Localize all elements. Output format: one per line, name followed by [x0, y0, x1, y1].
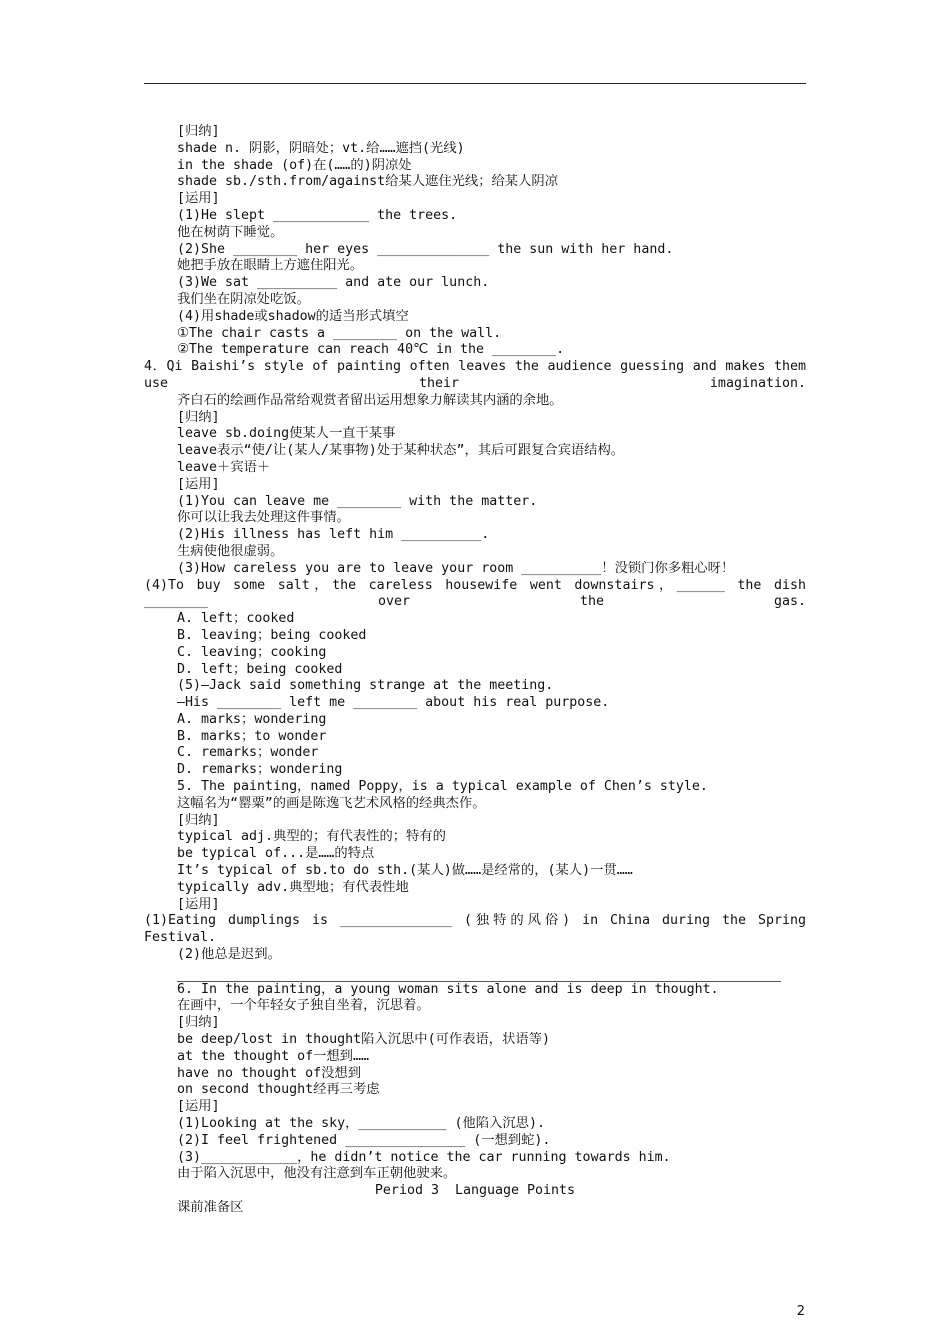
exercise-line: (3)How careless you are to leave your room __________！没锁门你多粗心呀！: [177, 560, 735, 576]
exercise-line: (3)We sat __________ and ate our lunch.: [177, 275, 490, 291]
option-line: B. leaving；being cooked: [177, 627, 367, 643]
exercise-line: (2)I feel frightened _______________ (一想到蛇).: [177, 1132, 551, 1148]
text-line: be deep/lost in thought陷入沉思中(可作表语，状语等): [177, 1032, 550, 1048]
text-line: at the thought of一想到……: [177, 1048, 369, 1064]
exercise-line: ②The temperature can reach 40℃ in the ________.: [177, 342, 565, 358]
text-line: be typical of...是……的特点: [177, 846, 375, 862]
answer-blank-line: [177, 964, 781, 982]
exercise-line: ①The chair casts a ________ on the wall.: [177, 325, 502, 341]
section-label: [归纳]: [177, 409, 220, 425]
translation-line: 在画中，一个年轻女子独自坐着，沉思着。: [177, 998, 430, 1014]
exercise-line: (1)You can leave me ________ with the matter.: [177, 493, 538, 509]
text-line: typically adv.典型地；有代表性地: [177, 879, 409, 895]
text-line: on second thought经再三考虑: [177, 1082, 380, 1098]
text-line: have no thought of没想到: [177, 1065, 361, 1081]
translation-line: 她把手放在眼睛上方遮住阳光。: [177, 258, 364, 274]
exercise-line: (2)She ________ her eyes ______________ the sun with her hand.: [177, 241, 674, 257]
section-label: [归纳]: [177, 1015, 220, 1031]
option-line: D. left；being cooked: [177, 661, 343, 677]
section-label: [归纳]: [177, 812, 220, 828]
translation-line: 他在树荫下睡觉。: [177, 224, 284, 240]
option-line: D. remarks；wondering: [177, 762, 343, 778]
exercise-line: (1)Eating dumplings is ______________ (独特的风俗) in China during the Spring Festival.: [144, 913, 806, 946]
exercise-line: (4)To buy some salt，the careless housewife went downstairs，______ the dish ________ over the gas.: [144, 577, 806, 610]
section-label: [运用]: [177, 476, 220, 492]
exercise-line: —His ________ left me ________ about his real purpose.: [177, 695, 610, 711]
translation-line: 你可以让我去处理这件事情。: [177, 510, 350, 526]
section-label: [运用]: [177, 896, 220, 912]
exercise-line: (3)____________，he didn’t notice the car running towards him.: [177, 1149, 671, 1165]
translation-line: 生病使他很虚弱。: [177, 543, 284, 559]
section-label: [运用]: [177, 191, 220, 207]
text-line: in the shade (of)在(……的)阴凉处: [177, 157, 412, 173]
page-number: 2: [796, 1304, 805, 1319]
text-line: leave sb.doing使某人一直干某事: [177, 426, 396, 442]
sentence-line: 5. The painting，named Poppy，is a typical example of Chen’s style.: [177, 779, 708, 795]
section-label: [运用]: [177, 1099, 220, 1115]
translation-line: 齐白石的绘画作品常给观赏者留出运用想象力解读其内涵的余地。: [177, 392, 563, 408]
sentence-line: 6. In the painting，a young woman sits alone and is deep in thought.: [177, 981, 719, 997]
exercise-line: (4)用shade或shadow的适当形式填空: [177, 308, 409, 324]
text-line: shade sb./sth.from/against给某人遮住光线；给某人阴凉: [177, 174, 558, 190]
text-line: typical adj.典型的；有代表性的；特有的: [177, 829, 446, 845]
option-line: B. marks；to wonder: [177, 728, 327, 744]
option-line: A. left；cooked: [177, 611, 295, 627]
period-heading: Period 3 Language Points: [374, 1183, 576, 1199]
exercise-line: (2)他总是迟到。: [177, 947, 281, 963]
exercise-line: (1)Looking at the sky，___________ (他陷入沉思).: [177, 1116, 545, 1132]
option-line: C. leaving；cooking: [177, 644, 327, 660]
section-heading: 课前准备区: [177, 1200, 244, 1215]
header-rule: [144, 83, 806, 84]
translation-line: 我们坐在阴凉处吃饭。: [177, 291, 310, 307]
exercise-line: (2)His illness has left him __________.: [177, 527, 490, 543]
text-line: leave表示“使/让(某人/某事物)处于某种状态”，其后可跟复合宾语结构。: [177, 443, 625, 459]
text-line: It’s typical of sb.to do sth.(某人)做……是经常的，(某人)一贯……: [177, 863, 633, 879]
page-content: [144, 124, 806, 1217]
translation-line: 由于陷入沉思中，他没有注意到车正朝他驶来。: [177, 1166, 457, 1182]
exercise-line: (5)—Jack said something strange at the meeting.: [177, 678, 554, 694]
option-line: C. remarks；wonder: [177, 745, 319, 761]
sentence-line: 4．Qi Baishi’s style of painting often leaves the audience guessing and makes them use their imagination.: [144, 359, 806, 391]
text-line: shade n. 阴影，阴暗处；vt.给……遮挡(光线): [177, 140, 465, 156]
option-line: A. marks；wondering: [177, 711, 327, 727]
translation-line: 这幅名为“罂粟”的画是陈逸飞艺术风格的经典杰作。: [177, 795, 486, 811]
text-line: leave＋宾语＋: [177, 459, 271, 475]
exercise-line: (1)He slept ____________ the trees.: [177, 207, 458, 223]
section-label: [归纳]: [177, 124, 220, 139]
